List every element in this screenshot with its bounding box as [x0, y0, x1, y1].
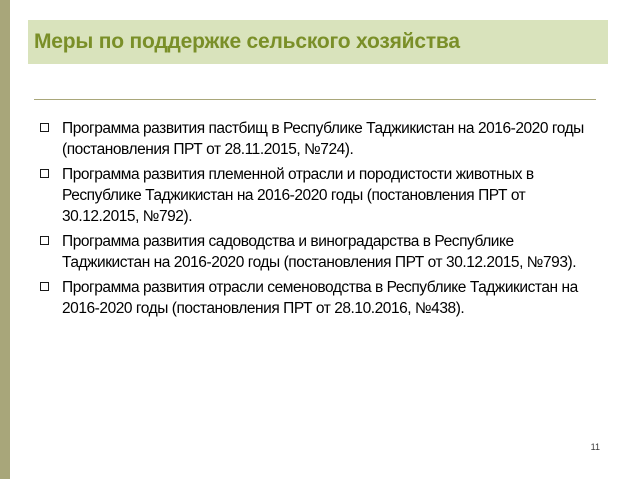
bullet-item: [40, 231, 596, 273]
bullet-text: Программа развития пастбищ в Республике Таджикистан на 2016-2020 годы (постановления ПРТ от 28.11.2015, №724).: [62, 120, 584, 158]
bullet-text: Программа развития садоводства и виноградарства в Республике Таджикистан на 2016-2020 годы (постановления ПРТ от 30.12.2015, №793).: [62, 233, 577, 271]
left-accent-bar: [0, 0, 10, 479]
bullet-text: Программа развития отрасли семеноводства в Республике Таджикистан на 2016-2020 годы (постановления ПРТ от 28.10.2016, №438).: [62, 279, 578, 317]
bullet-text: Программа развития племенной отрасли и породистости животных в Республике Таджикистан на 2016-2020 годы (постановления ПРТ от 30.12.2015, №792).: [62, 166, 534, 225]
square-bullet-icon: [40, 282, 49, 291]
title-divider: [34, 99, 596, 100]
square-bullet-icon: [40, 123, 49, 132]
bullet-list: [40, 118, 596, 323]
square-bullet-icon: [40, 236, 49, 245]
square-bullet-icon: [40, 169, 49, 178]
bullet-item: [40, 277, 596, 319]
page-number: 11: [590, 442, 600, 452]
slide-title: Меры по поддержке сельского хозяйства: [34, 30, 460, 53]
bullet-item: [40, 118, 596, 160]
bullet-item: [40, 164, 596, 227]
